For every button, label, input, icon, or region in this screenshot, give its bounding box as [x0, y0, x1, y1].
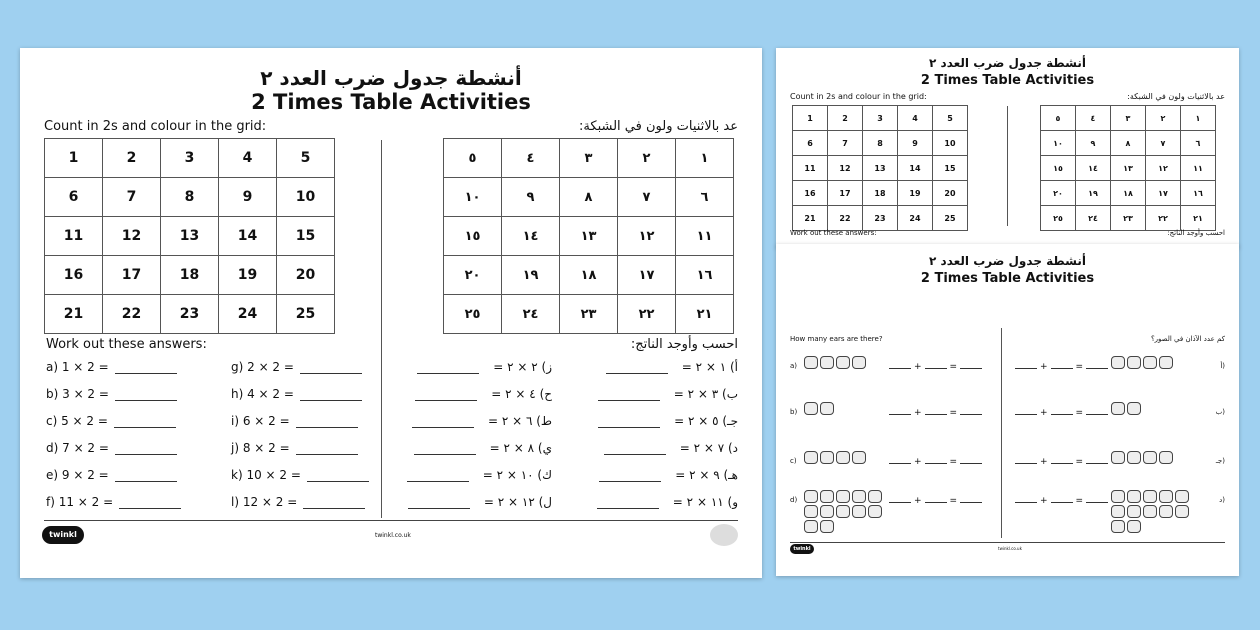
animal-icon: [1159, 490, 1173, 503]
grid-en-cell[interactable]: 19: [219, 256, 277, 295]
front-footer-rule: [790, 542, 1225, 543]
equation-arabic: أ) ١ × ٢ =: [606, 360, 738, 374]
grid-en-cell[interactable]: 23: [161, 295, 219, 334]
back-grid-en-cell[interactable]: 21: [793, 206, 828, 231]
equation-english: b) 3 × 2 =: [46, 387, 177, 401]
animal-icon: [820, 490, 834, 503]
answer-blank[interactable]: [115, 390, 177, 401]
grid-ar-cell[interactable]: ٤: [502, 139, 560, 178]
back-grid-ar-cell[interactable]: ٢٥: [1041, 206, 1076, 231]
ears-answer-blanks[interactable]: + =: [1012, 362, 1111, 372]
answer-blank[interactable]: [296, 444, 358, 455]
back-grid-en-cell[interactable]: 23: [863, 206, 898, 231]
answer-blank[interactable]: [115, 471, 177, 482]
back-grid-ar-cell[interactable]: ١٢: [1146, 156, 1181, 181]
footer-rule: [44, 520, 738, 521]
ears-row-label-arabic: د): [1219, 496, 1225, 504]
equation-english: g) 2 × 2 =: [231, 360, 362, 374]
animal-icon: [1111, 505, 1125, 518]
back-grid-ar-cell[interactable]: ١٣: [1111, 156, 1146, 181]
equation-arabic: ب) ٣ × ٢ =: [598, 387, 738, 401]
grid-ar-cell[interactable]: ١٤: [502, 217, 560, 256]
back-grid-en-cell[interactable]: 6: [793, 131, 828, 156]
back-grid-en-cell[interactable]: 11: [793, 156, 828, 181]
animal-picture-group: [1111, 490, 1191, 533]
grid-en-cell[interactable]: 20: [277, 256, 335, 295]
back-grid-ar-row: [1041, 156, 1216, 181]
animal-icon: [1127, 356, 1141, 369]
back-grid-ar-cell[interactable]: ٢٠: [1041, 181, 1076, 206]
ears-answer-blanks[interactable]: + =: [886, 496, 985, 506]
animal-picture-group: [804, 490, 884, 533]
back-grid-en-cell[interactable]: 19: [898, 181, 933, 206]
badge-icon: [710, 524, 738, 546]
back-grid-en-row: [793, 206, 968, 231]
work-instruction-arabic: احسب وأوجد الناتج:: [630, 337, 738, 352]
number-grid-arabic: [443, 138, 734, 334]
back-grid-en-cell[interactable]: 10: [933, 131, 968, 156]
count-instruction-english: Count in 2s and colour in the grid:: [44, 119, 267, 134]
back-work-arabic: احسب وأوجد الناتج:: [1167, 229, 1225, 237]
grid-ar-cell[interactable]: ١٨: [560, 256, 618, 295]
back-grid-en-cell[interactable]: 2: [828, 106, 863, 131]
animal-icon: [852, 490, 866, 503]
equation-english: d) 7 × 2 =: [46, 441, 177, 455]
answer-blank[interactable]: [296, 417, 358, 428]
grid-en-cell[interactable]: 2: [103, 139, 161, 178]
animal-icon: [1111, 402, 1125, 415]
equation-arabic: ح) ٤ × ٢ =: [415, 387, 552, 401]
equation-english: l) 12 × 2 =: [231, 495, 365, 509]
back-count-arabic: عد بالاثنيات ولون في الشبكة:: [1127, 92, 1225, 101]
answer-blank[interactable]: [114, 417, 176, 428]
back-grid-ar-cell[interactable]: ١١: [1181, 156, 1216, 181]
grid-en-cell[interactable]: 24: [219, 295, 277, 334]
back-grid-en-row: [793, 156, 968, 181]
ears-row-label-english: a): [790, 362, 798, 370]
back-grid-ar-cell[interactable]: ٢١: [1181, 206, 1216, 231]
answer-blank[interactable]: [597, 498, 659, 509]
grid-en-cell[interactable]: 5: [277, 139, 335, 178]
answer-blank[interactable]: [407, 471, 469, 482]
grid-ar-cell[interactable]: ١٦: [676, 256, 734, 295]
answer-blank[interactable]: [115, 444, 177, 455]
grid-en-cell[interactable]: 11: [45, 217, 103, 256]
ears-row-label-english: b): [790, 408, 798, 416]
back-grid-ar-cell[interactable]: ٢٤: [1076, 206, 1111, 231]
grid-ar-cell[interactable]: ٢٢: [618, 295, 676, 334]
answer-blank[interactable]: [307, 471, 369, 482]
answer-blank[interactable]: [119, 498, 181, 509]
animal-icon: [836, 490, 850, 503]
equation-english: f) 11 × 2 =: [46, 495, 181, 509]
back-grid-en-cell[interactable]: 12: [828, 156, 863, 181]
back-grid-en-cell[interactable]: 16: [793, 181, 828, 206]
front-title-english: 2 Times Table Activities: [920, 271, 1095, 286]
back-grid-ar-cell[interactable]: ١٧: [1146, 181, 1181, 206]
back-grid-ar-cell[interactable]: ١٥: [1041, 156, 1076, 181]
ears-row-label-arabic: أ): [1220, 362, 1225, 370]
animal-picture-group: [1111, 356, 1191, 369]
equation-arabic: هـ) ٩ × ٢ =: [599, 468, 738, 482]
back-grid-ar-cell[interactable]: ٧: [1146, 131, 1181, 156]
ears-answer-blanks[interactable]: + =: [1012, 457, 1111, 467]
equation-arabic: و) ١١ × ٢ =: [597, 495, 738, 509]
animal-icon: [804, 356, 818, 369]
back-grid-ar-cell[interactable]: ١٨: [1111, 181, 1146, 206]
animal-icon: [836, 505, 850, 518]
animal-icon: [836, 451, 850, 464]
grid-en-row: [45, 178, 335, 217]
back-grid-ar-cell[interactable]: ٣: [1111, 106, 1146, 131]
animal-icon: [1111, 490, 1125, 503]
equation-arabic: ل) ١٢ × ٢ =: [408, 495, 552, 509]
front-footer-url: twinkl.co.uk: [998, 546, 1022, 551]
equation-english: h) 4 × 2 =: [231, 387, 362, 401]
grid-ar-row: [444, 217, 734, 256]
ears-answer-blanks[interactable]: + =: [886, 457, 985, 467]
animal-icon: [868, 490, 882, 503]
animal-icon: [820, 402, 834, 415]
grid-ar-cell[interactable]: ٢٤: [502, 295, 560, 334]
animal-icon: [1111, 356, 1125, 369]
center-divider: [381, 140, 382, 518]
back-worksheet: [776, 48, 1239, 248]
back-count-english: Count in 2s and colour in the grid:: [790, 92, 927, 101]
animal-icon: [1127, 490, 1141, 503]
back-grid-ar-cell[interactable]: ١٤: [1076, 156, 1111, 181]
front-worksheet: [776, 244, 1239, 576]
grid-ar-cell[interactable]: ١٥: [444, 217, 502, 256]
equation-english: a) 1 × 2 =: [46, 360, 177, 374]
animal-icon: [804, 520, 818, 533]
ears-question-arabic: كم عدد الآذان في الصور؟: [1150, 335, 1225, 343]
count-instruction-arabic: عد بالاثنيات ولون في الشبكة:: [579, 119, 738, 134]
back-grid-ar-cell[interactable]: ٢٣: [1111, 206, 1146, 231]
grid-en-cell[interactable]: 6: [45, 178, 103, 217]
grid-ar-row: [444, 139, 734, 178]
grid-en-cell[interactable]: 25: [277, 295, 335, 334]
back-divider: [1007, 106, 1008, 226]
back-grid-en-cell[interactable]: 3: [863, 106, 898, 131]
front-divider: [1001, 328, 1002, 538]
main-worksheet: [20, 48, 762, 578]
animal-icon: [1143, 505, 1157, 518]
animal-icon: [1159, 356, 1173, 369]
animal-icon: [1159, 505, 1173, 518]
grid-ar-cell[interactable]: ٣: [560, 139, 618, 178]
back-grid-ar-cell[interactable]: ٤: [1076, 106, 1111, 131]
grid-en-cell[interactable]: 4: [219, 139, 277, 178]
grid-ar-row: [444, 256, 734, 295]
animal-icon: [804, 490, 818, 503]
back-grid-en-cell[interactable]: 17: [828, 181, 863, 206]
grid-ar-cell[interactable]: ١٧: [618, 256, 676, 295]
back-grid-ar-cell[interactable]: ٢: [1146, 106, 1181, 131]
back-grid-ar-cell[interactable]: ١٦: [1181, 181, 1216, 206]
animal-icon: [804, 505, 818, 518]
grid-ar-cell[interactable]: ١٩: [502, 256, 560, 295]
back-grid-en-cell[interactable]: 22: [828, 206, 863, 231]
animal-icon: [852, 451, 866, 464]
back-grid-en-cell[interactable]: 5: [933, 106, 968, 131]
grid-en-cell[interactable]: 21: [45, 295, 103, 334]
grid-en-cell[interactable]: 8: [161, 178, 219, 217]
front-twinkl-logo: twinkl: [790, 544, 814, 554]
grid-ar-cell[interactable]: ١١: [676, 217, 734, 256]
grid-ar-cell[interactable]: ٧: [618, 178, 676, 217]
animal-icon: [1127, 505, 1141, 518]
grid-en-row: [45, 139, 335, 178]
animal-picture-group: [804, 402, 884, 415]
grid-ar-cell[interactable]: ١٢: [618, 217, 676, 256]
back-grid-en-cell[interactable]: 8: [863, 131, 898, 156]
answer-blank[interactable]: [599, 471, 661, 482]
animal-picture-group: [804, 451, 884, 464]
equation-arabic: ز) ٢ × ٢ =: [417, 360, 552, 374]
grid-en-cell[interactable]: 1: [45, 139, 103, 178]
grid-ar-cell[interactable]: ٢١: [676, 295, 734, 334]
grid-ar-row: [444, 178, 734, 217]
ears-answer-blanks[interactable]: + =: [1012, 408, 1111, 418]
grid-ar-cell[interactable]: ١٠: [444, 178, 502, 217]
animal-icon: [820, 451, 834, 464]
back-grid-en-cell[interactable]: 7: [828, 131, 863, 156]
answer-blank[interactable]: [598, 417, 660, 428]
animal-icon: [1143, 451, 1157, 464]
grid-en-cell[interactable]: 7: [103, 178, 161, 217]
grid-en-row: [45, 295, 335, 334]
back-grid-en-cell[interactable]: 24: [898, 206, 933, 231]
back-grid-ar-cell[interactable]: ١٩: [1076, 181, 1111, 206]
animal-icon: [836, 356, 850, 369]
ears-row-label-english: d): [790, 496, 798, 504]
answer-blank[interactable]: [300, 363, 362, 374]
back-grid-en-row: [793, 131, 968, 156]
ears-answer-blanks[interactable]: + =: [1012, 496, 1111, 506]
back-grid-ar-cell[interactable]: ٩: [1076, 131, 1111, 156]
back-grid-ar-cell[interactable]: ٦: [1181, 131, 1216, 156]
answer-blank[interactable]: [300, 390, 362, 401]
grid-en-cell[interactable]: 18: [161, 256, 219, 295]
equation-arabic: جـ) ٥ × ٢ =: [598, 414, 738, 428]
answer-blank[interactable]: [415, 390, 477, 401]
grid-ar-cell[interactable]: ٢٥: [444, 295, 502, 334]
animal-icon: [820, 505, 834, 518]
animal-icon: [1159, 451, 1173, 464]
animal-picture-group: [804, 356, 884, 369]
ears-row-label-arabic: جـ): [1215, 457, 1225, 465]
back-grid-arabic: [1040, 105, 1216, 231]
equation-arabic: د) ٧ × ٢ =: [604, 441, 738, 455]
back-grid-ar-row: [1041, 131, 1216, 156]
back-grid-ar-cell[interactable]: ٨: [1111, 131, 1146, 156]
ears-question-english: How many ears are there?: [790, 335, 883, 343]
animal-icon: [1175, 505, 1189, 518]
animal-icon: [1143, 356, 1157, 369]
ears-row-label-english: c): [790, 457, 797, 465]
back-grid-ar-cell[interactable]: ٢٢: [1146, 206, 1181, 231]
grid-en-cell[interactable]: 10: [277, 178, 335, 217]
back-grid-english: [792, 105, 968, 231]
ears-answer-blanks[interactable]: + =: [886, 362, 985, 372]
back-grid-en-row: [793, 181, 968, 206]
animal-icon: [820, 356, 834, 369]
back-grid-en-cell[interactable]: 14: [898, 156, 933, 181]
back-grid-ar-cell[interactable]: ١: [1181, 106, 1216, 131]
front-title-arabic: أنشطة جدول ضرب العدد ٢: [929, 254, 1086, 268]
back-grid-en-cell[interactable]: 9: [898, 131, 933, 156]
back-grid-ar-row: [1041, 206, 1216, 231]
work-instruction-english: Work out these answers:: [46, 337, 207, 352]
grid-ar-cell[interactable]: ١٣: [560, 217, 618, 256]
back-grid-en-cell[interactable]: 18: [863, 181, 898, 206]
equation-english: j) 8 × 2 =: [231, 441, 358, 455]
answer-blank[interactable]: [408, 498, 470, 509]
equation-english: k) 10 × 2 =: [231, 468, 369, 482]
animal-icon: [804, 402, 818, 415]
back-title-arabic: أنشطة جدول ضرب العدد ٢: [929, 56, 1086, 70]
answer-blank[interactable]: [414, 444, 476, 455]
grid-ar-cell[interactable]: ٨: [560, 178, 618, 217]
grid-ar-cell[interactable]: ١: [676, 139, 734, 178]
grid-ar-row: [444, 295, 734, 334]
back-work-english: Work out these answers:: [790, 229, 877, 237]
ears-row-label-arabic: ب): [1215, 408, 1225, 416]
animal-icon: [820, 520, 834, 533]
animal-icon: [1143, 490, 1157, 503]
answer-blank[interactable]: [606, 363, 668, 374]
back-grid-ar-row: [1041, 106, 1216, 131]
ears-answer-blanks[interactable]: + =: [886, 408, 985, 418]
animal-icon: [1127, 520, 1141, 533]
back-grid-en-cell[interactable]: 13: [863, 156, 898, 181]
grid-ar-cell[interactable]: ٢: [618, 139, 676, 178]
answer-blank[interactable]: [417, 363, 479, 374]
back-grid-en-cell[interactable]: 20: [933, 181, 968, 206]
animal-icon: [1111, 451, 1125, 464]
animal-picture-group: [1111, 451, 1191, 464]
grid-ar-cell[interactable]: ٢٠: [444, 256, 502, 295]
answer-blank[interactable]: [604, 444, 666, 455]
grid-en-cell[interactable]: 3: [161, 139, 219, 178]
equation-english: c) 5 × 2 =: [46, 414, 176, 428]
equation-english: e) 9 × 2 =: [46, 468, 177, 482]
twinkl-logo: twinkl: [42, 526, 84, 544]
grid-ar-cell[interactable]: ٦: [676, 178, 734, 217]
grid-en-cell[interactable]: 13: [161, 217, 219, 256]
grid-en-row: [45, 217, 335, 256]
animal-icon: [852, 356, 866, 369]
back-grid-en-cell[interactable]: 1: [793, 106, 828, 131]
back-grid-en-cell[interactable]: 4: [898, 106, 933, 131]
answer-blank[interactable]: [303, 498, 365, 509]
animal-icon: [1127, 451, 1141, 464]
back-grid-en-cell[interactable]: 15: [933, 156, 968, 181]
answer-blank[interactable]: [598, 390, 660, 401]
number-grid-english: [44, 138, 335, 334]
grid-en-cell[interactable]: 15: [277, 217, 335, 256]
back-title-english: 2 Times Table Activities: [920, 73, 1095, 88]
animal-icon: [1127, 402, 1141, 415]
answer-blank[interactable]: [115, 363, 177, 374]
animal-icon: [852, 505, 866, 518]
back-grid-en-row: [793, 106, 968, 131]
grid-en-cell[interactable]: 22: [103, 295, 161, 334]
title-arabic: أنشطة جدول ضرب العدد ٢: [260, 66, 522, 90]
grid-ar-cell[interactable]: ٩: [502, 178, 560, 217]
back-grid-ar-cell[interactable]: ١٠: [1041, 131, 1076, 156]
equation-arabic: ط) ٦ × ٢ =: [412, 414, 552, 428]
grid-en-cell[interactable]: 9: [219, 178, 277, 217]
grid-ar-cell[interactable]: ٥: [444, 139, 502, 178]
answer-blank[interactable]: [412, 417, 474, 428]
equation-arabic: ي) ٨ × ٢ =: [414, 441, 552, 455]
footer-url: twinkl.co.uk: [375, 532, 411, 539]
grid-en-cell[interactable]: 12: [103, 217, 161, 256]
grid-en-row: [45, 256, 335, 295]
grid-en-cell[interactable]: 16: [45, 256, 103, 295]
grid-en-cell[interactable]: 14: [219, 217, 277, 256]
animal-icon: [1175, 490, 1189, 503]
title-english: 2 Times Table Activities: [251, 90, 531, 114]
animal-icon: [804, 451, 818, 464]
back-grid-en-cell[interactable]: 25: [933, 206, 968, 231]
back-grid-ar-row: [1041, 181, 1216, 206]
grid-ar-cell[interactable]: ٢٣: [560, 295, 618, 334]
back-grid-ar-cell[interactable]: ٥: [1041, 106, 1076, 131]
grid-en-cell[interactable]: 17: [103, 256, 161, 295]
equation-arabic: ك) ١٠ × ٢ =: [407, 468, 552, 482]
animal-icon: [868, 505, 882, 518]
animal-icon: [1111, 520, 1125, 533]
animal-picture-group: [1111, 402, 1191, 415]
equation-english: i) 6 × 2 =: [231, 414, 358, 428]
